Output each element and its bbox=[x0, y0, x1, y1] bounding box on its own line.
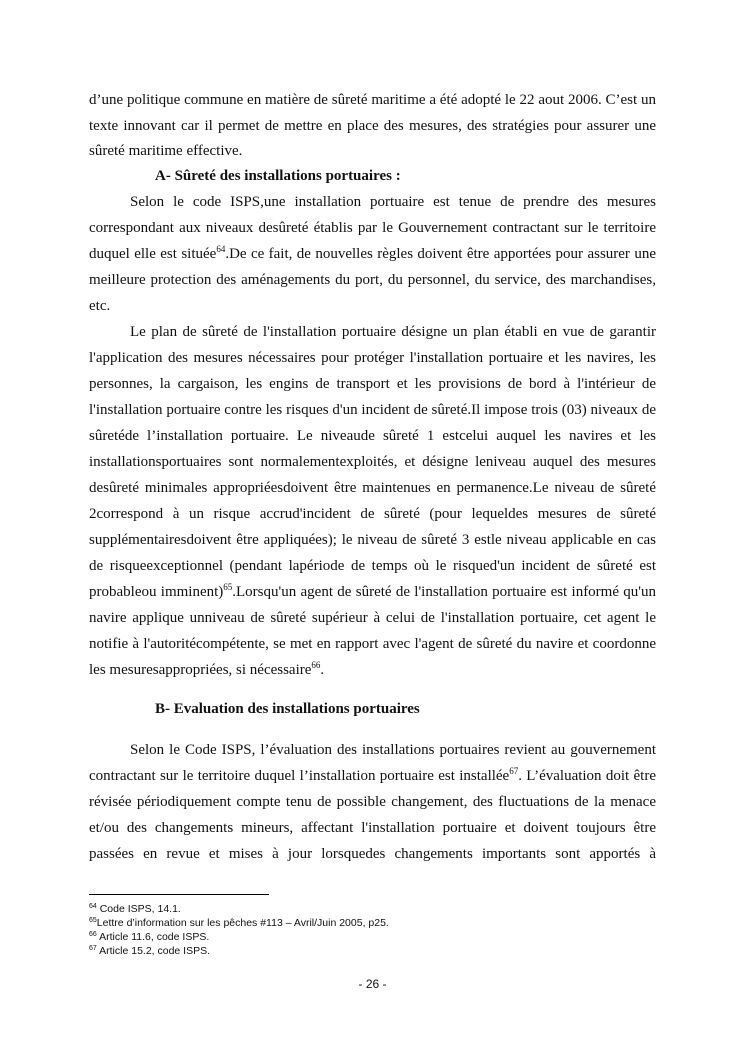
body-line: et/ou des changements mineurs, affectant l'installation portuaire et doivent toujours être bbox=[89, 820, 656, 836]
footnote: $^{64}$ Code ISPS, 14.1. bbox=[89, 903, 181, 915]
page-number: - 26 - bbox=[358, 977, 387, 991]
body-line: correspondant aux niveaux desûreté établis par le Gouvernement contractant sur le territoire bbox=[89, 220, 656, 236]
body-line: desûreté minimales appropriéesdoivent être maintenues en permanence.Le niveau de sûreté bbox=[89, 480, 656, 496]
footnote: $^{67}$ Article 15.2, code ISPS. bbox=[89, 945, 211, 957]
body-line: Selon le Code ISPS, l’évaluation des installations portuaires revient au gouvernement bbox=[130, 742, 656, 758]
body-line: sûretéde l’installation portuaire. Le niveaude sûreté 1 estcelui auquel les navires et les bbox=[89, 428, 656, 444]
body-line: de risqueexceptionnel (pendant lapériode de temps où le risqued'un incident de sûreté est bbox=[89, 558, 656, 574]
footnote-number: 66 bbox=[89, 931, 97, 938]
body-line: sûreté maritime effective. bbox=[89, 143, 243, 159]
footnote-ref: 66 bbox=[311, 660, 321, 670]
body-line: personnes, la cargaison, les engins de transport et les provisions de bord à l'intérieur de bbox=[89, 376, 656, 392]
body-line: installationsportuaires sont normalementexploités, et désigne leniveau auquel des mesures bbox=[89, 454, 656, 470]
body-line: d’une politique commune en matière de sûreté maritime a été adopté le 22 aout 2006. C’est un bbox=[89, 92, 656, 108]
footnote-number: 64 bbox=[89, 903, 97, 910]
section-heading-b: B- Evaluation des installations portuaires bbox=[155, 701, 420, 717]
body-line: notifie à l'autoritécompétente, se met en rapport avec l'agent de sûreté du navire et coordonne bbox=[89, 636, 656, 652]
body-line: passées en revue et mises à jour lorsquedes changements importants sont apportés à bbox=[89, 846, 656, 862]
footnote-separator bbox=[89, 894, 269, 895]
footnote: $^{65}$Lettre d’information sur les pêches #113 – Avril/Juin 2005, p25. bbox=[89, 917, 389, 929]
body-line: l'installation portuaire contre les risques d'un incident de sûreté.Il impose trois (03) niveaux de bbox=[89, 402, 656, 418]
footnote-number: 67 bbox=[89, 945, 97, 952]
body-line: 2correspond à un risque accrud'incident de sûreté (pour lequeldes mesures de sûreté bbox=[89, 506, 656, 522]
body-line: Selon le code ISPS,une installation portuaire est tenue de prendre des mesures bbox=[130, 194, 656, 210]
body-line: supplémentairesdoivent être appliquées); le niveau de sûreté 3 estle niveau applicable en cas bbox=[89, 532, 656, 548]
body-line: Le plan de sûreté de l'installation portuaire désigne un plan établi en vue de garantir bbox=[130, 324, 656, 340]
body-line: l'application des mesures nécessaires pour protéger l'installation portuaire et les navires, les bbox=[89, 350, 656, 366]
body-line: révisée périodiquement compte tenu de possible changement, des fluctuations de la menace bbox=[89, 794, 656, 810]
body-line: probableou imminent)$^{65}$.Lorsqu'un agent de sûreté de l'installation portuaire est informé qu'un bbox=[89, 582, 657, 600]
body-line: texte innovant car il permet de mettre en place des mesures, des stratégies pour assurer une bbox=[89, 118, 656, 134]
footnote-ref: 64 bbox=[216, 244, 226, 254]
footnote-ref: 67 bbox=[509, 766, 519, 776]
footnote-ref: 65 bbox=[223, 582, 233, 592]
body-line: etc. bbox=[89, 298, 111, 314]
section-heading-a: A- Sûreté des installations portuaires : bbox=[155, 168, 401, 184]
footnote-number: 65 bbox=[89, 917, 97, 924]
footnote: $^{66}$ Article 11.6, code ISPS. bbox=[89, 931, 210, 943]
body-line: contractant sur le territoire duquel l’installation portuaire est installée$^{67}$. L’évaluation doit être bbox=[89, 766, 657, 784]
body-line: navire applique unniveau de sûreté supérieur à celui de l'installation portuaire, cet agent le bbox=[89, 610, 656, 626]
body-line: meilleure protection des aménagements du port, du personnel, du service, des marchandises, bbox=[89, 272, 656, 288]
body-line: duquel elle est située$^{64}$.De ce fait, de nouvelles règles doivent être apportées pour assurer une bbox=[89, 244, 656, 262]
body-line: les mesuresappropriées, si nécessaire$^{66}$. bbox=[89, 660, 325, 678]
